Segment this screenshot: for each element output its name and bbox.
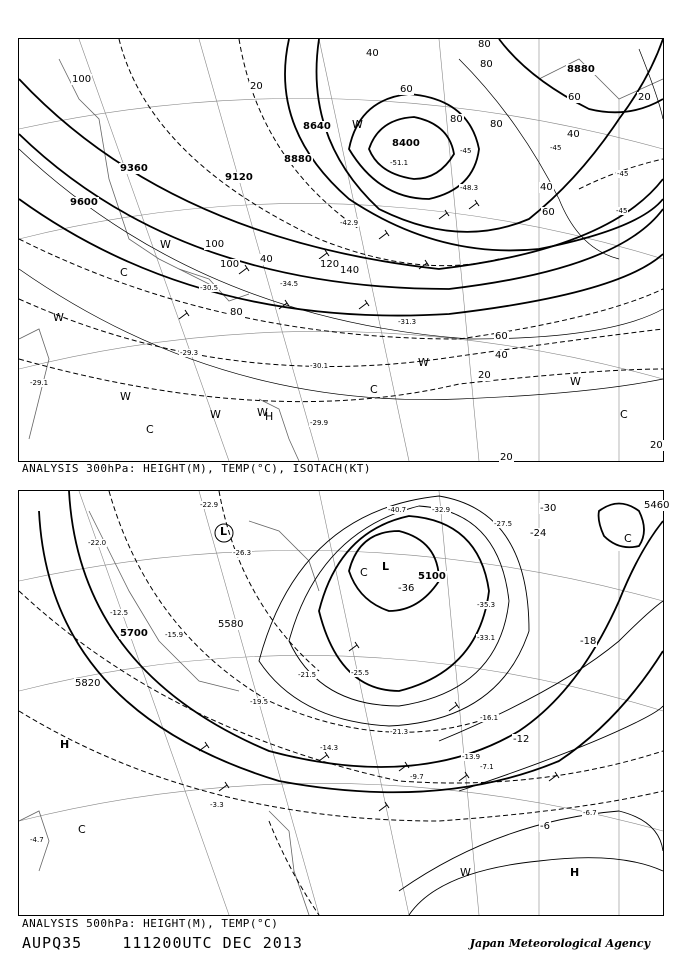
temp-label: -34.5 <box>280 280 299 288</box>
temp-label: -6.7 <box>583 809 597 817</box>
isotach-label: 80 <box>480 59 493 70</box>
temp-label: -6 <box>540 821 550 832</box>
pressure-center-label: W <box>352 118 363 131</box>
isotach-label: 120 <box>320 259 340 270</box>
isotach-label: 140 <box>340 265 360 276</box>
height-label: 8880 <box>567 64 595 75</box>
temp-label: -15.9 <box>165 631 184 639</box>
temp-label: -27.5 <box>494 520 513 528</box>
isotach-label: 100 <box>72 74 92 85</box>
pressure-center-label: H <box>60 738 70 751</box>
caption-300hpa: ANALYSIS 300hPa: HEIGHT(M), TEMP(°C), ISOTACH(KT) <box>22 462 372 475</box>
pressure-center-label: W <box>160 238 171 251</box>
pressure-center-label: C <box>120 266 128 279</box>
isotach-label: 60 <box>542 207 555 218</box>
isotach-label: 40 <box>540 182 553 193</box>
isotach-label: 80 <box>450 114 463 125</box>
temp-label: -21.3 <box>390 728 409 736</box>
pressure-center-label: H <box>265 410 274 423</box>
pressure-center-label: H <box>570 866 580 879</box>
temp-label: -29.1 <box>30 379 49 387</box>
product-line <box>22 934 303 952</box>
isotach-label: 40 <box>495 350 508 361</box>
temp-label: -35.3 <box>477 601 496 609</box>
valid-datetime: 111200UTC DEC 2013 <box>122 934 303 952</box>
temperature-isotherms <box>19 491 663 915</box>
pressure-center-label: W <box>460 866 471 879</box>
temp-label: -40.7 <box>388 506 407 514</box>
height-label: 8880 <box>284 154 312 165</box>
temp-label: -12 <box>513 734 530 745</box>
pressure-center-label: C <box>624 532 632 545</box>
pressure-center-label: L <box>382 560 390 573</box>
height-label: 9360 <box>120 163 148 174</box>
temp-label: -14.3 <box>320 744 339 752</box>
height-label: 8640 <box>303 121 331 132</box>
temp-label: -16.1 <box>480 714 499 722</box>
isotach-label: 60 <box>568 92 581 103</box>
temp-label: -30.5 <box>200 284 219 292</box>
pressure-center-label: W <box>53 311 64 324</box>
temp-label: -22.0 <box>88 539 107 547</box>
agency-credit: Japan Meteorological Agency <box>469 937 650 950</box>
pressure-center-label: W <box>570 375 581 388</box>
height-label: 5580 <box>218 619 244 630</box>
temp-label: -13.9 <box>462 753 481 761</box>
temp-label: -22.9 <box>200 501 219 509</box>
height-label: 9600 <box>70 197 98 208</box>
temp-label: -12.5 <box>110 609 129 617</box>
isotach-label: 80 <box>478 39 491 50</box>
isotach-label: 20 <box>650 440 663 451</box>
temp-label: -33.1 <box>477 634 496 642</box>
temp-label: -3.3 <box>210 801 224 809</box>
temp-label: -31.3 <box>398 318 417 326</box>
isotach-label: 100 <box>205 239 225 250</box>
pressure-center-label: C <box>146 423 154 436</box>
pressure-center-label: W <box>418 356 429 369</box>
temp-label: -18 <box>580 636 597 647</box>
isotach-label: 20 <box>638 92 651 103</box>
temp-label: -45 <box>550 144 562 152</box>
product-code: AUPQ35 <box>22 934 83 952</box>
pressure-center-label: W <box>210 408 221 421</box>
temp-label: -29.9 <box>310 419 329 427</box>
isotach-label: 60 <box>400 84 413 95</box>
pressure-center-label: C <box>78 823 86 836</box>
isotach-label: 20 <box>478 370 491 381</box>
isotach-label: 100 <box>220 259 240 270</box>
temp-label: -4.7 <box>30 836 44 844</box>
caption-500hpa: ANALYSIS 500hPa: HEIGHT(M), TEMP(°C) <box>22 917 279 930</box>
isotach-label: 40 <box>260 254 273 265</box>
temp-label: -48.3 <box>460 184 479 192</box>
coastlines <box>19 59 663 461</box>
isotach-label: 80 <box>230 307 243 318</box>
height-label: 8400 <box>392 138 420 149</box>
isotach-label: 20 <box>250 81 263 92</box>
height-label: 5460 <box>644 500 670 511</box>
temp-label: -25.5 <box>351 669 370 677</box>
temp-label: -19.5 <box>250 698 269 706</box>
isotach-label: 40 <box>567 129 580 140</box>
wind-barbs <box>199 642 559 811</box>
temp-label: -24 <box>530 528 547 539</box>
chart-300hpa <box>18 38 664 462</box>
temp-label: -26.3 <box>233 549 252 557</box>
pressure-center-label: W <box>257 406 268 419</box>
graticule <box>19 491 663 915</box>
temp-label: -7.1 <box>480 763 494 771</box>
temp-label: -51.1 <box>390 159 409 167</box>
coastlines <box>19 511 319 915</box>
pressure-center-label: C <box>620 408 628 421</box>
height-label: 9120 <box>225 172 253 183</box>
isotach-label: 60 <box>495 331 508 342</box>
temp-label: -30 <box>540 503 557 514</box>
pressure-center-label: C <box>360 566 368 579</box>
height-label: 5820 <box>75 678 101 689</box>
temp-label: -32.9 <box>432 506 451 514</box>
height-contours-thin <box>259 496 663 915</box>
temp-label: -45 <box>616 207 628 215</box>
chart-500hpa <box>18 490 670 916</box>
pressure-center-label: C <box>370 383 378 396</box>
temp-label: -9.7 <box>410 773 424 781</box>
pressure-center-label: L <box>220 525 228 538</box>
chart-500hpa-map <box>19 491 663 915</box>
temp-label: -29.3 <box>180 349 199 357</box>
height-label: 5700 <box>120 628 148 639</box>
temp-label: -21.5 <box>298 671 317 679</box>
temp-label: -30.1 <box>310 362 329 370</box>
isotach-label: 80 <box>490 119 503 130</box>
pressure-center-label: W <box>120 390 131 403</box>
temp-label: -36 <box>398 583 415 594</box>
temp-label: -45 <box>460 147 472 155</box>
isotach-label: 40 <box>366 48 379 59</box>
height-label: 5100 <box>418 571 446 582</box>
temp-label: -45 <box>617 170 629 178</box>
temp-label: -42.9 <box>340 219 359 227</box>
isotach-label: 20 <box>500 452 513 463</box>
